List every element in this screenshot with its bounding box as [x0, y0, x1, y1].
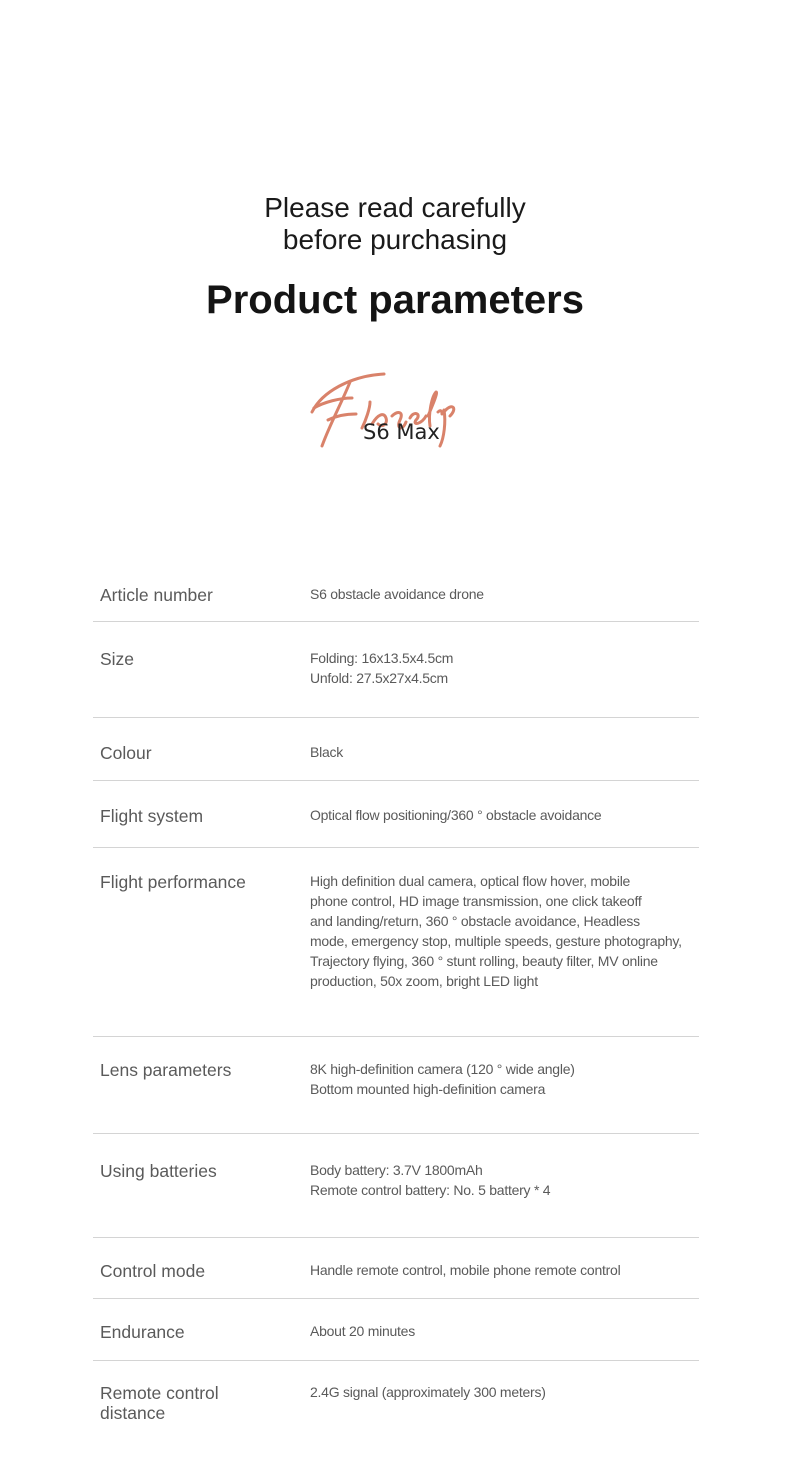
value-line: Bottom mounted high-definition camera — [310, 1081, 546, 1097]
subtitle-line-1: Please read carefully — [264, 192, 526, 223]
value-line: production, 50x zoom, bright LED light — [310, 973, 538, 989]
value-line: Body battery: 3.7V 1800mAh — [310, 1162, 483, 1178]
value-line: S6 obstacle avoidance drone — [310, 586, 484, 602]
param-value — [310, 648, 690, 688]
param-value — [310, 1260, 690, 1280]
page-title: Product parameters — [206, 278, 584, 322]
value-line: phone control, HD image transmission, one click takeoff — [310, 893, 642, 909]
value-line: Remote control battery: No. 5 battery * 4 — [310, 1182, 551, 1198]
param-label: Control mode — [100, 1261, 206, 1281]
param-value — [310, 1160, 690, 1200]
param-label: Flight system — [100, 806, 204, 826]
param-row-size — [93, 622, 699, 718]
value-line: Unfold: 27.5x27x4.5cm — [310, 670, 448, 686]
param-label — [100, 1383, 219, 1423]
param-row-lens-parameters — [93, 1037, 699, 1134]
value-line: Handle remote control, mobile phone remote control — [310, 1262, 621, 1278]
param-row-colour — [93, 718, 699, 781]
product-logo — [300, 362, 470, 457]
param-value — [310, 871, 690, 991]
value-line: Trajectory flying, 360 ° stunt rolling, beauty filter, MV online — [310, 953, 658, 969]
param-row-endurance — [93, 1299, 699, 1361]
param-label: Size — [100, 649, 135, 669]
value-line: mode, emergency stop, multiple speeds, gesture photography, — [310, 933, 682, 949]
param-label: Using batteries — [100, 1161, 217, 1181]
param-value — [310, 1382, 690, 1402]
param-label: Flight performance — [100, 872, 246, 892]
value-line: Folding: 16x13.5x4.5cm — [310, 650, 454, 666]
subtitle-line-2: before purchasing — [282, 224, 508, 255]
value-line: About 20 minutes — [310, 1323, 415, 1339]
param-value — [310, 1321, 690, 1341]
param-value — [310, 805, 690, 825]
value-line: and landing/return, 360 ° obstacle avoidance, Headless — [310, 913, 640, 929]
param-value — [310, 584, 690, 604]
param-row-using-batteries — [93, 1134, 699, 1238]
subtitle — [0, 192, 790, 256]
param-label: Colour — [100, 743, 152, 763]
label-line: Remote control — [100, 1383, 219, 1403]
value-line: Optical flow positioning/360 ° obstacle avoidance — [310, 807, 602, 823]
param-row-flight-system — [93, 781, 699, 848]
param-row-control-mode — [93, 1238, 699, 1299]
model-name: S6 Max — [363, 420, 440, 444]
value-line: 8K high-definition camera (120 ° wide angle) — [310, 1061, 575, 1077]
param-row-flight-performance — [93, 848, 699, 1037]
value-line: 2.4G signal (approximately 300 meters) — [310, 1384, 546, 1400]
param-row-article-number — [93, 570, 699, 622]
param-value — [310, 742, 690, 762]
label-line: distance — [100, 1403, 166, 1423]
value-line: Black — [310, 744, 343, 760]
param-row-remote-control-distance — [93, 1361, 699, 1441]
param-label: Article number — [100, 585, 213, 605]
param-value — [310, 1059, 690, 1099]
value-line: High definition dual camera, optical flow hover, mobile — [310, 873, 631, 889]
param-label: Lens parameters — [100, 1060, 232, 1080]
param-label: Endurance — [100, 1322, 185, 1342]
